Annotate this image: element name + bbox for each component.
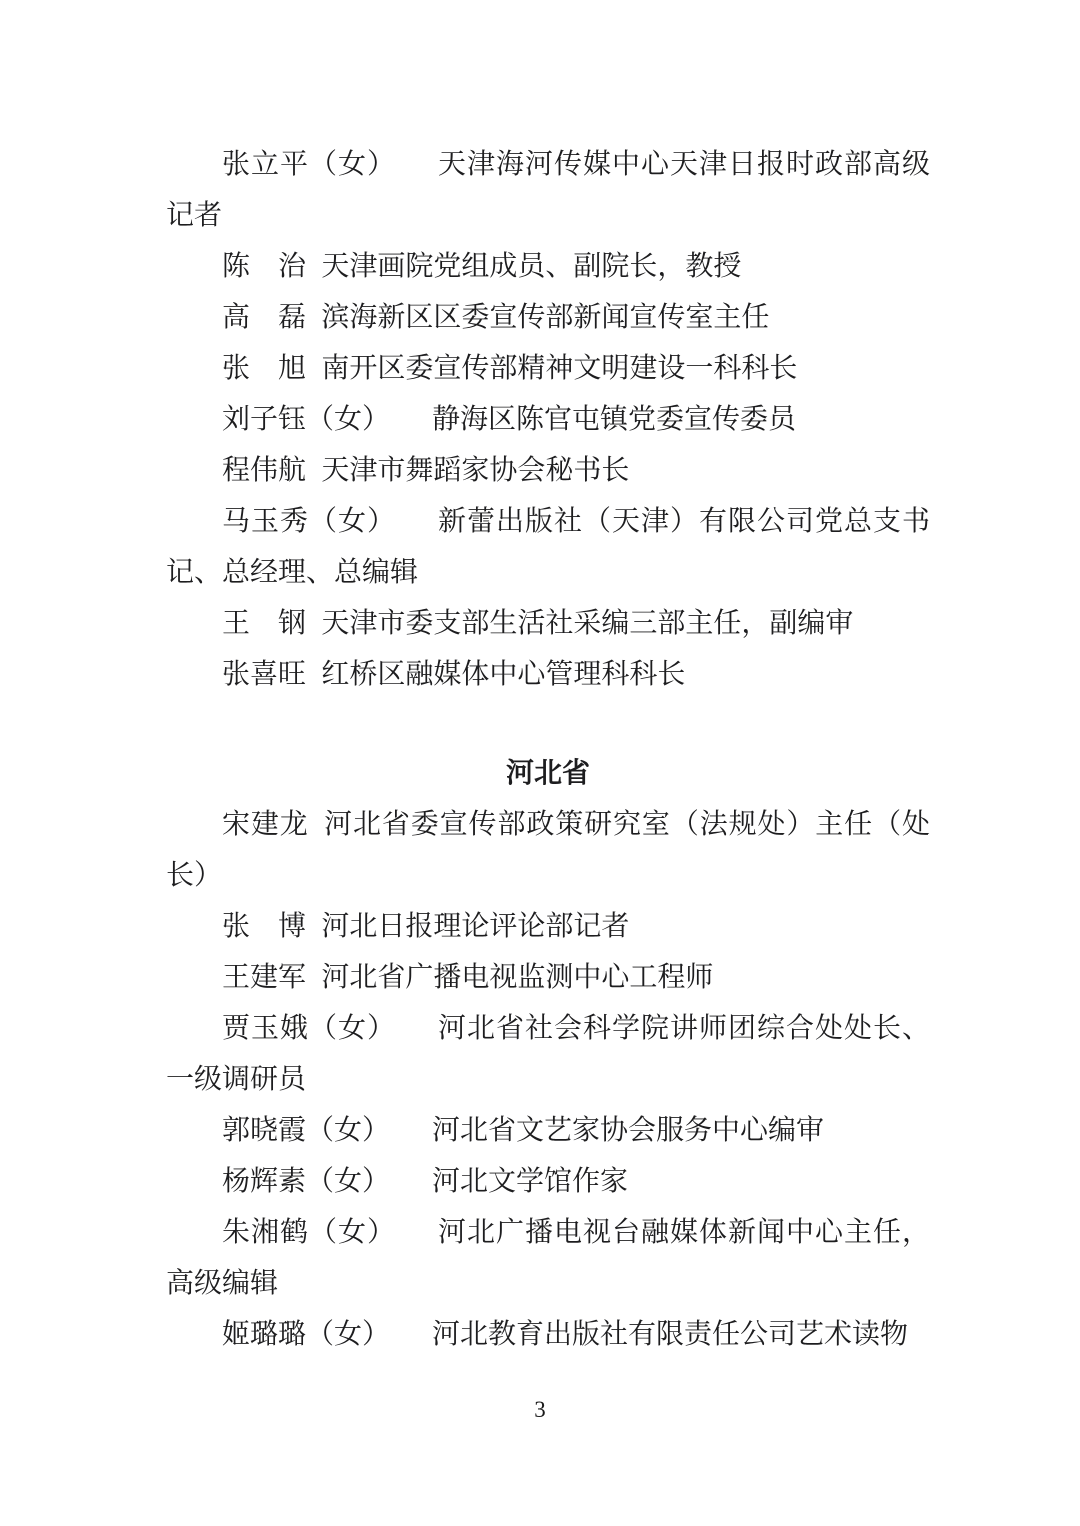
person-name: 张喜旺 (222, 658, 307, 689)
person-title: 天津海河传媒中心天津日报时政部高级记者 (166, 148, 930, 230)
person-title: 河北日报理论评论部记者 (321, 910, 630, 941)
person-title: 河北省广播电视监测中心工程师 (321, 961, 714, 992)
person-title: 河北省文艺家协会服务中心编审 (432, 1114, 825, 1145)
person-title: 滨海新区区委宣传部新闻宣传室主任 (321, 301, 770, 332)
person-name: 宋建龙 (222, 808, 309, 839)
person-title: 天津画院党组成员、副院长，教授 (321, 250, 742, 281)
list-entry (166, 900, 930, 951)
person-title: 天津市舞蹈家协会秘书长 (321, 454, 630, 485)
person-name: 郭晓霞（女） (222, 1114, 391, 1145)
person-name: 王建军 (222, 961, 307, 992)
person-name: 陈 治 (222, 250, 307, 281)
person-name: 王 钢 (222, 607, 307, 638)
person-name: 姬璐璐（女） (222, 1318, 391, 1349)
person-title: 河北教育出版社有限责任公司艺术读物 (432, 1318, 909, 1349)
list-entry (166, 951, 930, 1002)
person-title: 南开区委宣传部精神文明建设一科科长 (321, 352, 798, 383)
section-header-hebei: 河北省 (505, 757, 590, 788)
list-entry (166, 393, 930, 444)
list-entry (166, 1308, 930, 1359)
person-title: 河北省社会科学院讲师团综合处处长、一级调研员 (166, 1012, 930, 1094)
person-name: 高 磊 (222, 301, 307, 332)
person-title: 新蕾出版社（天津）有限公司党总支书记、总经理、总编辑 (166, 505, 930, 587)
list-entry (166, 1104, 930, 1155)
list-entry (166, 597, 930, 648)
person-name: 杨辉素（女） (222, 1165, 391, 1196)
list-entry (166, 495, 930, 597)
person-name: 程伟航 (222, 454, 307, 485)
list-entry (166, 444, 930, 495)
person-name: 刘子钰（女） (222, 403, 391, 434)
list-entry (166, 291, 930, 342)
person-title: 天津市委支部生活社采编三部主任，副编审 (321, 607, 854, 638)
list-entry (166, 1206, 930, 1308)
person-title: 河北省委宣传部政策研究室（法规处）主任（处长） (166, 808, 930, 890)
person-name: 张 博 (222, 910, 307, 941)
list-entry (166, 240, 930, 291)
person-name: 贾玉娥（女） (222, 1012, 396, 1043)
page-number: 3 (534, 1397, 546, 1422)
list-entry (166, 1155, 930, 1206)
person-name: 张立平（女） (222, 148, 396, 179)
list-entry (166, 342, 930, 393)
person-title: 红桥区融媒体中心管理科科长 (321, 658, 686, 689)
person-title: 静海区陈官屯镇党委宣传委员 (432, 403, 797, 434)
person-title: 河北广播电视台融媒体新闻中心主任，高级编辑 (166, 1216, 930, 1298)
list-entry (166, 138, 930, 240)
list-entry (166, 798, 930, 900)
person-name: 张 旭 (222, 352, 307, 383)
list-entry (166, 1002, 930, 1104)
person-name: 朱湘鹤（女） (222, 1216, 396, 1247)
list-entry (166, 648, 930, 699)
person-title: 河北文学馆作家 (432, 1165, 629, 1196)
person-name: 马玉秀（女） (222, 505, 396, 536)
